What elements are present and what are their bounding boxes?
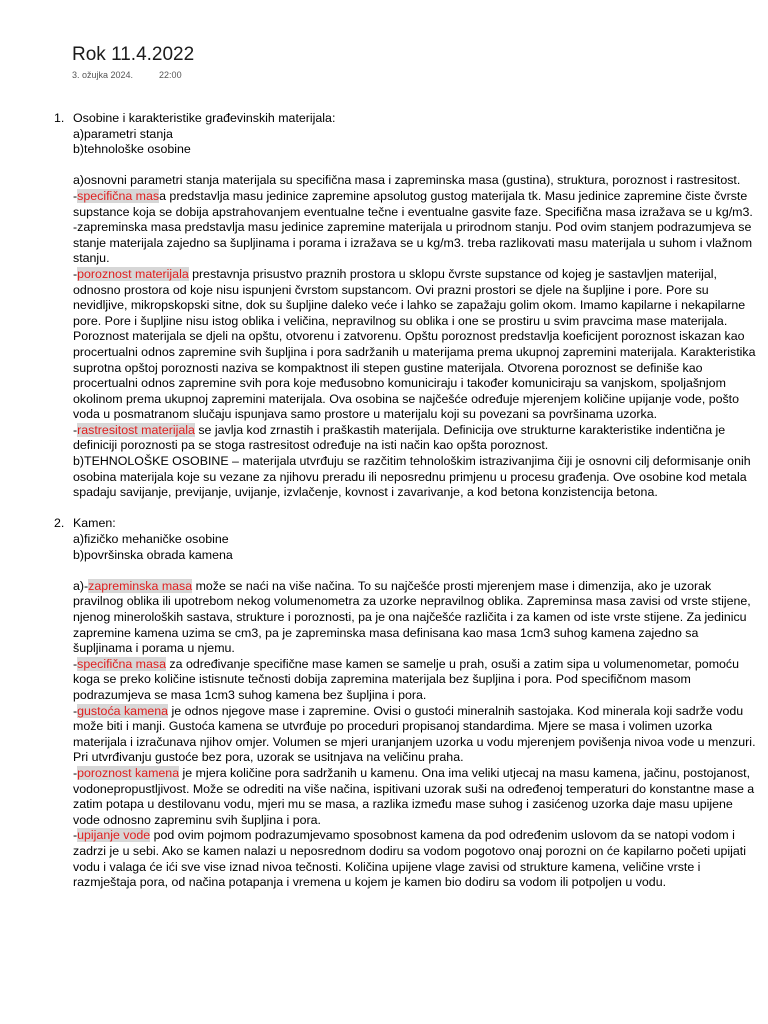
section-body <box>73 111 760 501</box>
paragraph-text: se javlja kod zrnastih i praškastih materijala. Definicija ove strukturne karakteristike indentična je definiciji poroznosti pa se stoga rastresitost određuje na isti način kao opšta poroznost. <box>73 422 726 453</box>
paragraph-prefix: - <box>73 266 78 281</box>
section-body <box>73 516 760 890</box>
paragraph <box>73 828 760 890</box>
paragraph-prefix: - <box>73 765 78 780</box>
paragraph-text: b)TEHNOLOŠKE OSOBINE – materijala utvrđuju se razčitim tehnološkim istrazivanjima čiji je osnovni cilj deformisanje onih osobina materijala koje su vezane za njihovu preradu ili neposrednu primjenu u procesu građenja. Ove osobine kod metala spadaju savijanje, previjanje, uvijanje, izvlačenje, kovnost i zavarivanje, a kod betona konzistencija betona. <box>73 454 751 500</box>
document-body <box>54 111 760 891</box>
page-meta <box>72 70 182 80</box>
section-2 <box>54 516 760 890</box>
section-number: 2. <box>54 516 65 531</box>
paragraph <box>73 454 760 501</box>
paragraph-text: a)osnovni parametri stanja materijala su specifična masa i zapreminska masa (gustina), struktura, poroznost i rastresitost. <box>73 173 741 188</box>
page-date: 3. ožujka 2024. <box>72 70 134 80</box>
paragraph-text: pod ovim pojmom podrazumjevamo sposobnost kamena da pod određenim uslovom da se natopi vodom i zadrzi je u sebi. Ako se kamen nalazi u neposrednom dodiru sa vodom pogotovo onaj porozni on će kapilarno početi upijati vodu i valaga će ići sve vise iznad nivoa tečnosti. Količina upijene vlage zavisi od strukture kamena, veličine vrste i razmještaja pora, od načina potapanja i vremena u kojem je kamen bio dodiru sa vodom ili potpoljen u vodu. <box>73 828 746 890</box>
paragraph-prefix: - <box>73 703 78 718</box>
paragraph-text: je mjera količine pora sadržanih u kamenu. Ona ima veliki utjecaj na masu kamena, jačinu, postojanost, vodonepropustljivost. Može se odrediti na više načina, ispitivani uzorak suši na određenoj temperaturi do konstantne mase a zatim potapa u destilovanu vodu, mjeri mu se masa, a razlika između mase suhog i zasićenog uzorka daje masu upijene vode odnosno zapreminu svih šupljina i pora. <box>73 765 755 827</box>
highlighted-term: poroznost materijala <box>77 266 189 281</box>
blank-line <box>73 563 760 579</box>
paragraph <box>73 173 760 189</box>
section-subitem: a)fizičko mehaničke osobine <box>73 532 229 547</box>
paragraph-prefix: - <box>73 422 78 437</box>
paragraph <box>73 657 760 704</box>
paragraph <box>73 704 760 766</box>
paragraph-text: -zapreminska masa predstavlja masu jedinice zapremine materijala u prirodnom stanju. Pod ovim stanjem podrazumjeva se stanje materijala zajedno sa šupljinama i porama i izražava se u kg/m3. treba razlikovati masu materijala u suhom i vlažnom stanju. <box>73 220 753 266</box>
highlighted-term: zapreminska masa <box>88 578 193 593</box>
highlighted-term: poroznost kamena <box>77 765 180 780</box>
paragraph <box>73 220 760 267</box>
page-time: 22:00 <box>159 70 182 80</box>
page-title: Rok 11.4.2022 <box>72 44 195 65</box>
section-subitem: b)tehnološke osobine <box>73 142 191 157</box>
paragraph-text: je odnos njegove mase i zapremine. Ovisi o gustoći mineralnih sastojaka. Kod minerala koji sadrže vodu može biti i manji. Gustoća kamena se utvrđuje po proceduri propisanoj standardima. Mjere se masa i volimen uzorka materijala i izračunava njihov omjer. Volumen se mjeri uranjanjem uzorka u vodu mjerenjem povišenja nivoa vode u menzuri. Pri utvrđivanju gustoće bez pora, uzorak se usitnjava na veličinu praha. <box>73 703 756 765</box>
paragraph <box>73 766 760 828</box>
paragraph-prefix: - <box>73 656 78 671</box>
highlighted-term: rastresitost materijala <box>77 422 195 437</box>
highlighted-term: upijanje vode <box>77 828 151 843</box>
paragraph-prefix: a)- <box>73 578 89 593</box>
paragraph-prefix: - <box>73 828 78 843</box>
highlighted-term: specifična masa <box>77 656 166 671</box>
highlighted-term: specifična mas <box>77 188 160 203</box>
paragraph <box>73 267 760 423</box>
section-subitem: a)parametri stanja <box>73 126 173 141</box>
section-gap <box>54 501 760 517</box>
blank-line <box>73 158 760 174</box>
paragraph <box>73 423 760 454</box>
section-heading: Osobine i karakteristike građevinskih materijala: <box>73 111 336 125</box>
paragraph-text: može se naći na više načina. To su najčešće prosti mjerenjem mase i dimenzija, ako je uzorak pravilnog oblika ili upotrebom nekog volumenometra za uzorke nepravilnog oblika. Zapreminsa masa zavisi od vrste stijene, njenog mineroloških sastava, strukture i poroznosti, pa je ona najčešće različita i za kamen od iste vrste stijene. Za jedinicu zapremine kamena uzima se cm3, pa je zapreminska masa definisana kao masa 1cm3 suhog kamena zajedno sa šupljinama i porama u njemu. <box>73 578 751 656</box>
section-number: 1. <box>54 111 65 125</box>
paragraph-text: a predstavlja masu jedinice zapremine apsolutog gustog materijala tk. Masu jedinice zapremine čiste čvrste supstance koja se dobija apstrahovanjem eventualne tečne i eventualne gasvite faze. Specifična masa izražava se u kg/m3. <box>73 188 753 219</box>
section-1 <box>54 111 760 501</box>
section-heading: Kamen: <box>73 516 116 531</box>
section-subitem: b)površinska obrada kamena <box>73 547 233 562</box>
paragraph <box>73 189 760 220</box>
paragraph <box>73 579 760 657</box>
paragraph-prefix: - <box>73 188 78 203</box>
paragraph-text: prestavnja prisustvo praznih prostora u sklopu čvrste supstance od kojeg je sastavljen materijal, odnosno prostora od koje nisu ispunjeni čvrstom supstancom. Ovi prazni prostori se djele na šupljine i pore. Pore su nevidljive, mikropskopski sitne, dok su šupljine daleko veće i lahko se zapažaju golim okom. Imamo kapilarne i nekapilarne pore. Pore i šupljine nisu istog oblika i veličina, nepravilnog su oblika i one se prostiru u svim pravcima mase materijala. Poroznost materijala se djeli na opštu, otvorenu i zatvorenu. Opštu poroznost predstavlja koeficijent poroznost iskazan kao procertualni odnos zapremine svih šupljina i pora sadržanih u materijama prema ukupnoj zapremini materijala. Karakteristika suprotna opštoj poroznosti naziva se kompaktnost ili stepen gustine materijala. Otvorena poroznost se definiše kao procertualni odnos zapremine svih pora koje međusobno komuniciraju i također komuniciraju sa vanjskom, spoljašnjom okolinom prema ukupnoj zapremini materijala. Ova osobina se najčešće određuje mjerenjem količine upijanje vode, pošto voda u posmatranom slučaju ispunjava samo prostore u materijalu koji su povezani sa površinama uzorka. <box>73 266 756 422</box>
highlighted-term: gustoća kamena <box>77 703 169 718</box>
paragraph-text: za određivanje specifične mase kamen se samelje u prah, osuši a zatim sipa u volumenometar, pomoću koga se preko količine istisnute tečnosti dobija zapremina materijala bez šupljina i pora. Pod specifičnom masom podrazumjeva se masa 1cm3 suhog kamena bez šupljina i pora. <box>73 656 739 702</box>
